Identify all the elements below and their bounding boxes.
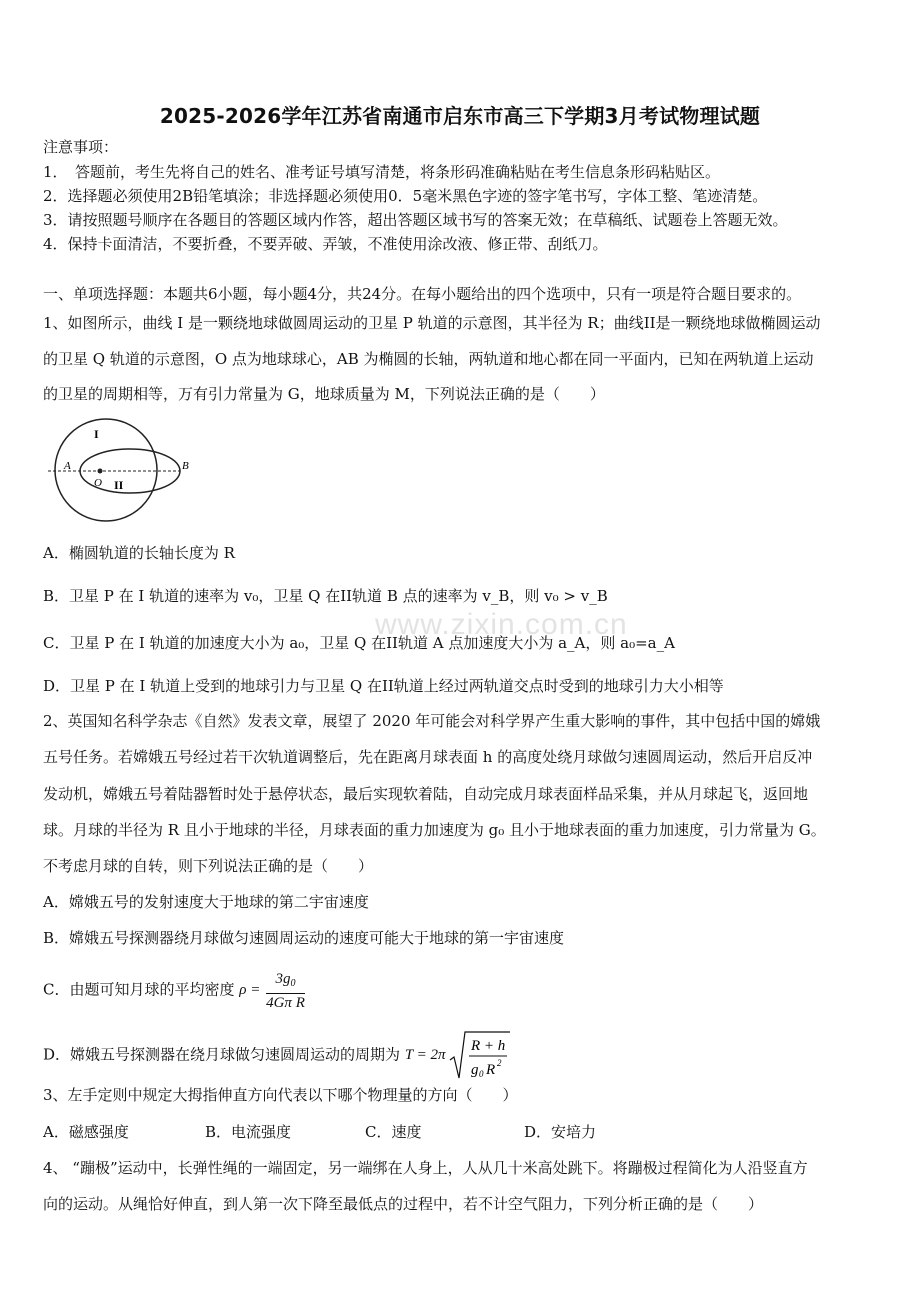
q3-stem: 3、左手定则中规定大拇指伸直方向代表以下哪个物理量的方向（ ） bbox=[43, 1086, 518, 1104]
svg-text:g: g bbox=[471, 1062, 479, 1078]
q2-option-c bbox=[43, 970, 307, 1012]
q2-option-a: A．嫦娥五号的发射速度大于地球的第二宇宙速度 bbox=[43, 893, 369, 911]
q1-line-3: 的卫星的周期相等，万有引力常量为 G，地球质量为 M，下列说法正确的是（ ） bbox=[43, 385, 605, 403]
q2-line-1: 2、英国知名科学杂志《自然》发表文章，展望了 2020 年可能会对科学界产生重大影响的事件，其中包括中国的嫦娥 bbox=[43, 712, 821, 730]
q1-option-a: A．椭圆轨道的长轴长度为 R bbox=[43, 544, 235, 562]
q3-option-c: C．速度 bbox=[365, 1123, 422, 1141]
label-i: I bbox=[94, 427, 99, 441]
q2-option-b: B．嫦娥五号探测器绕月球做匀速圆周运动的速度可能大于地球的第一宇宙速度 bbox=[43, 929, 565, 947]
note-item-1: 1． 答题前，考生先将自己的姓名、准考证号填写清楚，将条形码准确粘贴在考生信息条形码粘贴区。 bbox=[43, 163, 721, 181]
notes-heading: 注意事项： bbox=[43, 138, 119, 156]
label-o: O bbox=[94, 477, 102, 489]
page-title: 2025-2026学年江苏省南通市启东市高三下学期3月考试物理试题 bbox=[159, 104, 761, 128]
q4-line-2: 向的运动。从绳恰好伸直，到人第一次下降至最低点的过程中，若不计空气阻力，下列分析正确的是（ ） bbox=[43, 1195, 764, 1213]
note-item-4: 4．保持卡面清洁，不要折叠，不要弄破、弄皱，不准使用涂改液、修正带、刮纸刀。 bbox=[43, 235, 608, 253]
q1-option-c: C．卫星 P 在 I 轨道的加速度大小为 a₀，卫星 Q 在II轨道 A 点加速度大小为 a_A，则 a₀=a_A bbox=[43, 634, 675, 652]
watermark: www.zixin.com.cn bbox=[375, 608, 628, 641]
earth-center bbox=[98, 469, 103, 474]
q2-line-2: 五号任务。若嫦娥五号经过若干次轨道调整后，先在距离月球表面 h 的高度处绕月球做匀速圆周运动，然后开启反冲 bbox=[43, 748, 813, 766]
label-ii: II bbox=[114, 478, 124, 492]
q2-option-d-text: D．嫦娥五号探测器在绕月球做匀速圆周运动的周期为 bbox=[43, 1045, 401, 1064]
label-a: A bbox=[64, 460, 71, 472]
q1-line-1: 1、如图所示，曲线 I 是一颗绕地球做圆周运动的卫星 P 轨道的示意图，其半径为 R；曲线II是一颗绕地球做椭圆运动 bbox=[43, 314, 821, 332]
label-b: B bbox=[182, 460, 189, 472]
q1-line-2: 的卫星 Q 轨道的示意图，O 点为地球球心，AB 为椭圆的长轴，两轨道和地心都在同一平面内，已知在两轨道上运动 bbox=[43, 350, 814, 368]
q3-option-a: A．磁感强度 bbox=[43, 1123, 129, 1141]
period-formula: T = 2π R + h g 0 R 2 bbox=[405, 1047, 511, 1063]
sqrt-expression bbox=[449, 1030, 511, 1082]
density-denominator: 4Gπ R bbox=[266, 995, 305, 1011]
svg-text:0: 0 bbox=[479, 1069, 484, 1079]
density-numerator: $3g_0$ bbox=[266, 970, 305, 994]
note-item-3: 3．请按照题号顺序在各题目的答题区域内作答，超出答题区域书写的答案无效；在草稿纸、试题卷上答题无效。 bbox=[43, 211, 788, 229]
q2-option-d bbox=[43, 1030, 511, 1082]
q3-option-b: B．电流强度 bbox=[205, 1123, 292, 1141]
svg-text:2: 2 bbox=[497, 1058, 502, 1068]
q2-line-4: 球。月球的半径为 R 且小于地球的半径，月球表面的重力加速度为 g₀ 且小于地球表面的重力加速度，引力常量为 G。 bbox=[43, 821, 826, 839]
q3-option-d: D．安培力 bbox=[524, 1123, 597, 1141]
q4-line-1: 4、 “蹦极”运动中，长弹性绳的一端固定，另一端绑在人身上，人从几十米高处跳下。将蹦极过程简化为人沿竖直方 bbox=[43, 1159, 808, 1177]
orbit-diagram bbox=[44, 418, 194, 530]
svg-text:R + h: R + h bbox=[471, 1038, 506, 1054]
q1-option-d: D．卫星 P 在 I 轨道上受到的地球引力与卫星 Q 在II轨道上经过两轨道交点时受到的地球引力大小相等 bbox=[43, 677, 724, 695]
svg-text:R: R bbox=[486, 1062, 496, 1078]
q2-line-5: 不考虑月球的自转，则下列说法正确的是（ ） bbox=[43, 857, 374, 875]
q1-option-b: B．卫星 P 在 I 轨道的速率为 v₀，卫星 Q 在II轨道 B 点的速率为 v_B，则 v₀ > v_B bbox=[43, 587, 608, 605]
density-formula: ρ = $\frac{3g_0}{\text{4Gπ R}}$ bbox=[239, 971, 305, 1011]
density-fraction bbox=[266, 970, 305, 1012]
note-item-2: 2．选择题必须使用2B铅笔填涂；非选择题必须使用0．5毫米黑色字迹的签字笔书写，字体工整、笔迹清楚。 bbox=[43, 187, 768, 205]
q2-line-3: 发动机，嫦娥五号着陆器暂时处于悬停状态，最后实现软着陆，自动完成月球表面样品采集，并从月球起飞，返回地 bbox=[43, 785, 809, 803]
section-heading: 一、单项选择题：本题共6小题，每小题4分，共24分。在每小题给出的四个选项中，只有一项是符合题目要求的。 bbox=[43, 285, 802, 303]
q2-option-c-text: C．由题可知月球的平均密度 bbox=[43, 980, 235, 999]
